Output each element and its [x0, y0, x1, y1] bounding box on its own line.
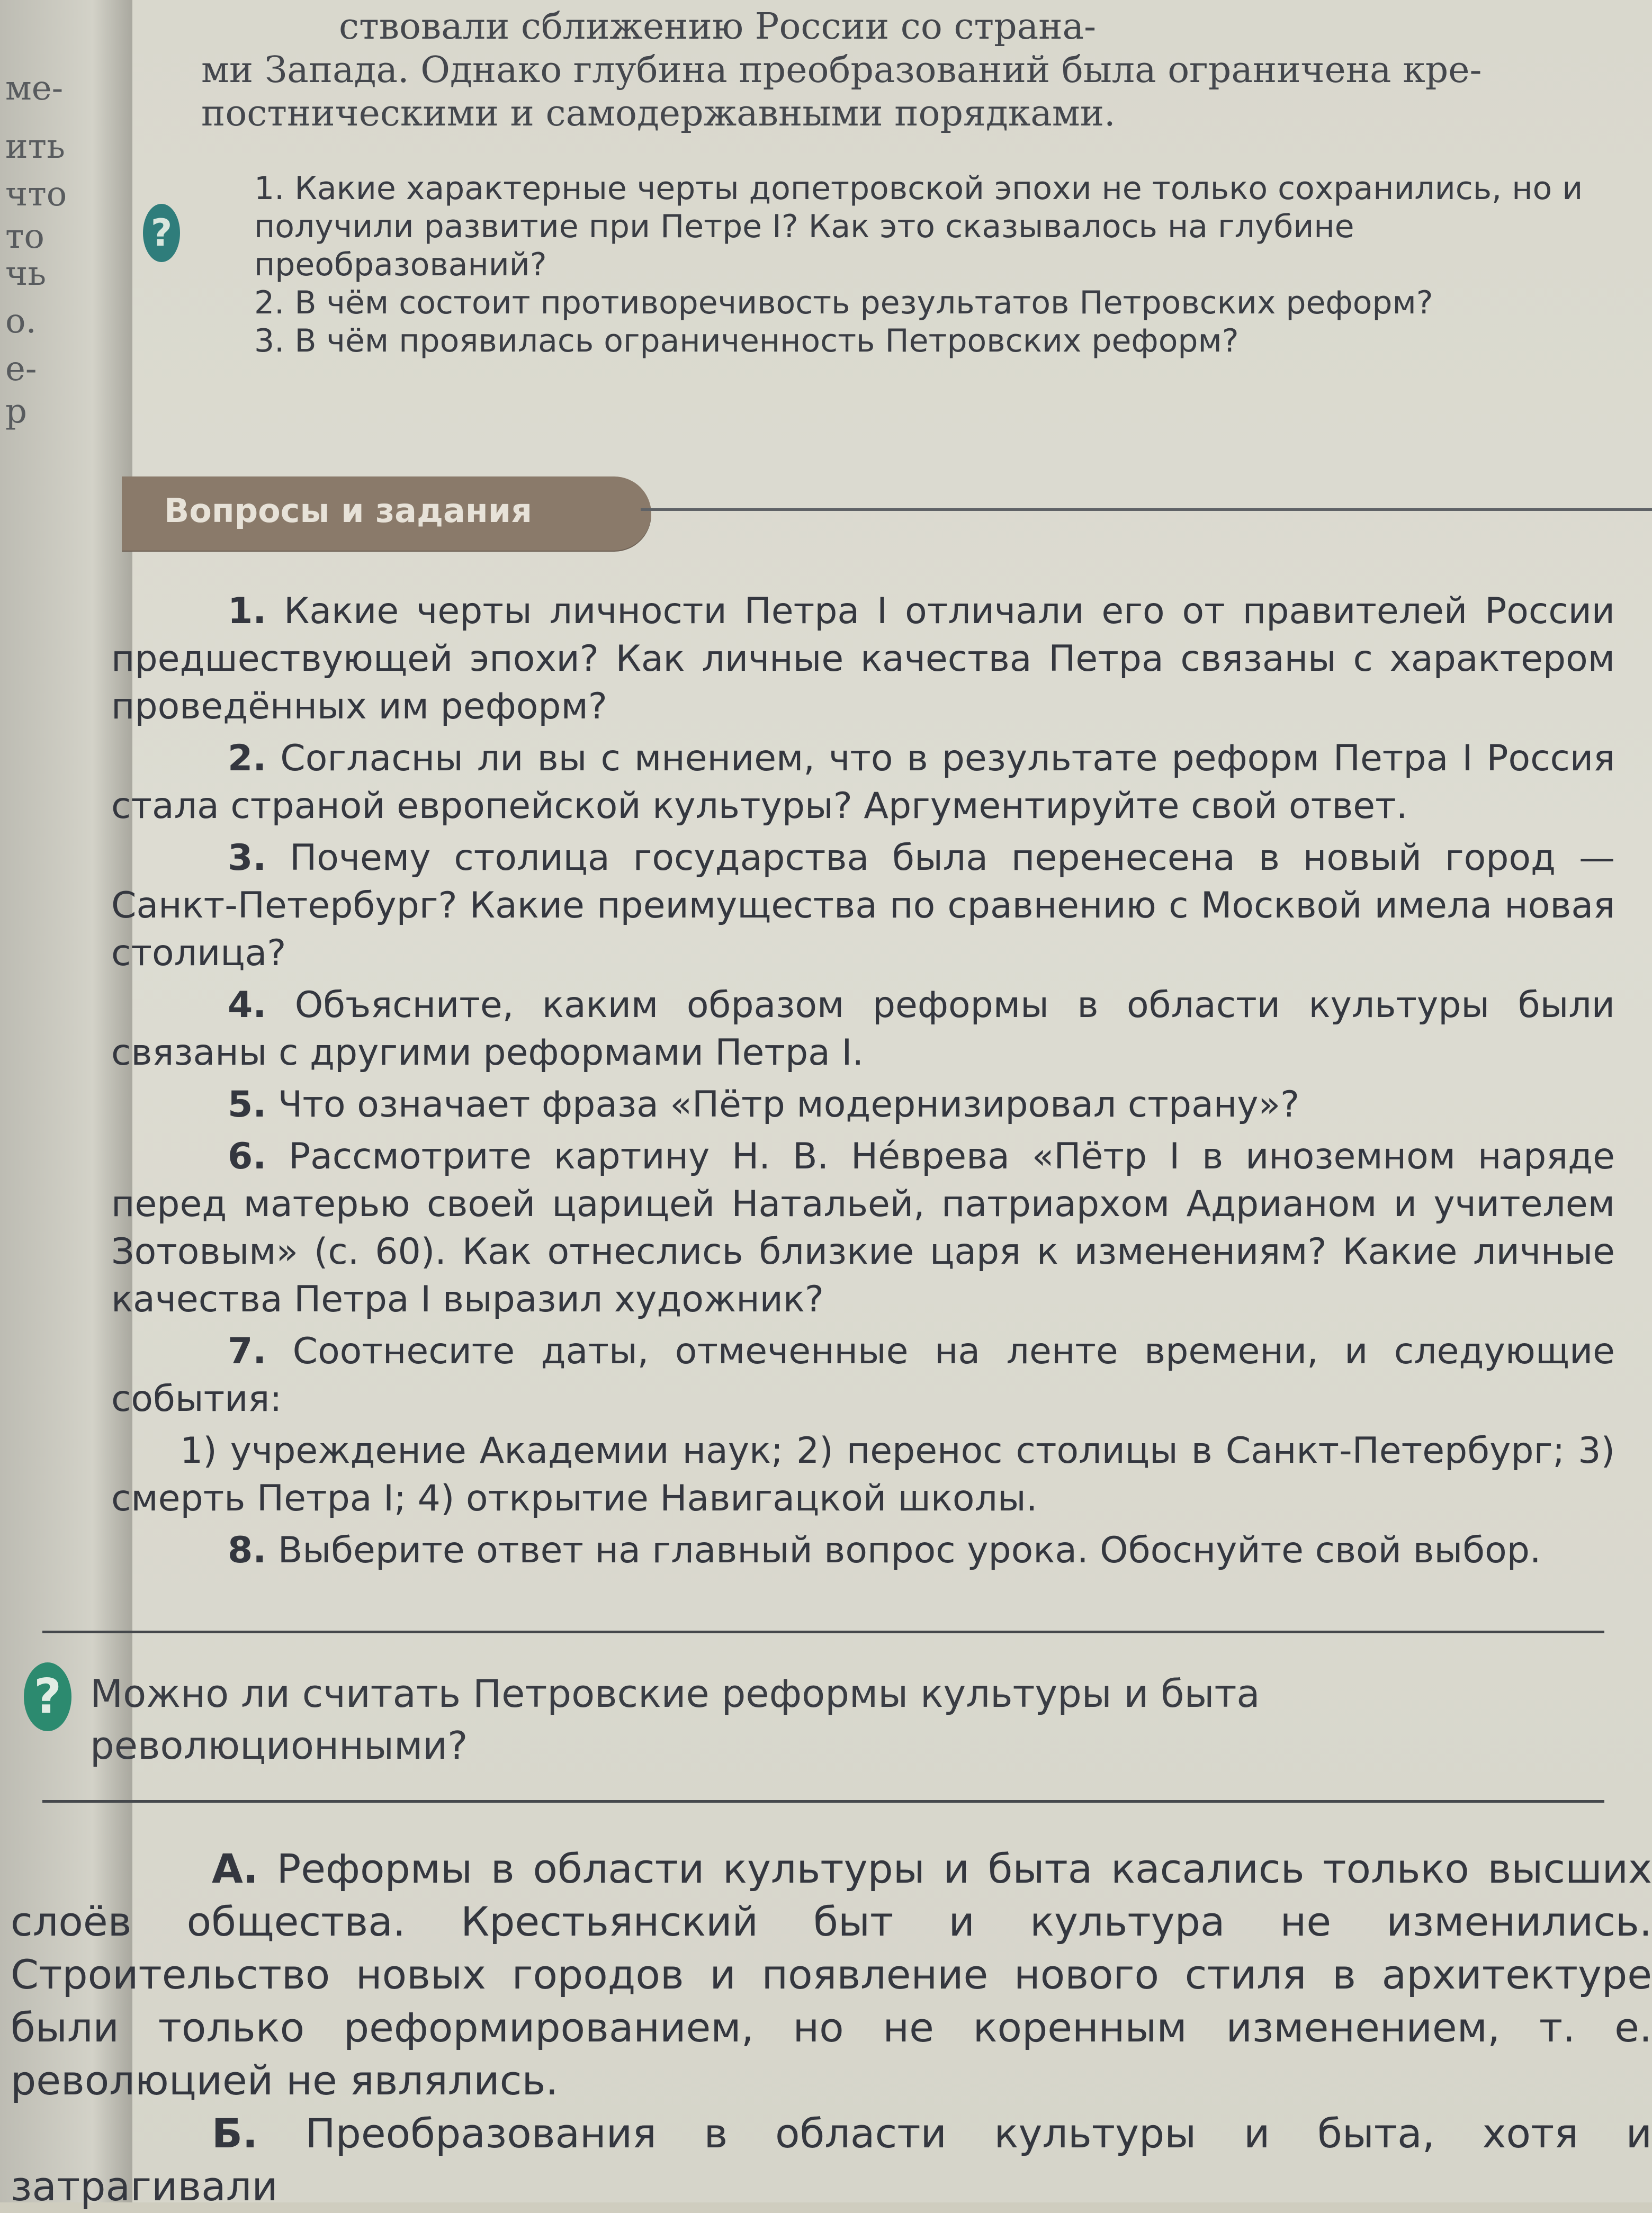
task-number: 7.: [228, 1330, 267, 1372]
left-page-fragment: что: [5, 175, 67, 214]
task-item: [111, 834, 1615, 977]
main-lesson-question: Можно ли считать Петровские реформы культуры и быта революционными?: [90, 1671, 1260, 1768]
task-text: Объясните, каким образом реформы в области культуры были связаны с другими реформами Петра I.: [111, 984, 1615, 1074]
task-item: [111, 735, 1615, 830]
task-text: Согласны ли вы с мнением, что в результате реформ Петра I Россия стала страной европейской культуры? Аргументируйте свой ответ.: [111, 737, 1615, 827]
top-paragraph: [201, 5, 1578, 136]
task-item: [111, 1133, 1615, 1324]
intro-question: 2. В чём состоит противоречивость результатов Петровских реформ?: [254, 284, 1433, 321]
task-number: 4.: [228, 984, 267, 1026]
intro-questions: [191, 169, 1594, 360]
task-number: 3.: [228, 837, 267, 879]
answer-options: [11, 1842, 1652, 2213]
answer-text: Преобразования в области культуры и быта, хотя и затрагивали: [11, 2110, 1652, 2210]
top-paragraph-line: ми Запада. Однако глубина преобразований была ограничена кре-: [201, 49, 1482, 91]
task-text: Что означает фраза «Пётр модернизировал страну»?: [266, 1084, 1300, 1126]
section-title: Вопросы и задания: [164, 491, 532, 530]
section-header: [132, 476, 1652, 551]
left-page-fragment: е-: [5, 349, 37, 389]
task-number: 6.: [228, 1136, 267, 1177]
task-number: 5.: [228, 1084, 267, 1126]
task-number: 8.: [228, 1530, 267, 1571]
section-tab: [122, 476, 651, 551]
task-item: [111, 1328, 1615, 1423]
left-page-fragment: о.: [5, 302, 37, 341]
top-paragraph-line: ствовали сближению России со страна-: [339, 6, 1097, 48]
left-page-fragment: чь: [5, 254, 47, 293]
left-page-fragment: ить: [5, 127, 65, 166]
intro-question: 1. Какие характерные черты допетровской эпохи не только сохранились, но и получили развитие при Петре I? Как это сказывалось на глубине преобразований?: [254, 170, 1583, 283]
task-text: Рассмотрите картину Н. В. Не́врева «Пётр I в иноземном наряде перед матерью своей царицей Натальей, патриархом Адрианом и учителем Зотовым» (с. 60). Как отнеслись близкие царя к изменениям? Какие личные качества Петра I выразил художник?: [111, 1136, 1615, 1320]
section-rule: [641, 508, 1652, 511]
divider-top: [42, 1631, 1604, 1633]
answer-letter: А.: [212, 1845, 258, 1892]
answer-letter: Б.: [212, 2110, 258, 2157]
task-item: [111, 1081, 1615, 1129]
left-page-fragment: ме-: [5, 69, 64, 108]
left-page-fragment: то: [5, 217, 44, 256]
task-text: Почему столица государства была перенесена в новый город — Санкт-Петербург? Какие преимущества по сравнению с Москвой имела новая столица?: [111, 837, 1615, 974]
task-item: [111, 588, 1615, 731]
task-text: 1) учреждение Академии наук; 2) перенос столицы в Санкт-Петербург; 3) смерть Петра I; 4) открытие Навигацкой школы.: [111, 1430, 1615, 1519]
intro-question: 3. В чём проявилась ограниченность Петровских реформ?: [254, 322, 1239, 359]
answer-option: [11, 2107, 1652, 2213]
task-text: Выберите ответ на главный вопрос урока. Обоснуйте свой выбор.: [266, 1530, 1541, 1571]
tasks-list: [111, 588, 1615, 1579]
divider-bottom: [42, 1800, 1604, 1803]
question-mark-icon: ?: [143, 204, 180, 262]
task-text: Соотнесите даты, отмеченные на ленте времени, и следующие события:: [111, 1330, 1615, 1420]
left-page-fragment: р: [5, 392, 27, 431]
answer-text: Реформы в области культуры и быта касались только высших слоёв общества. Крестьянский быт и культура не изменились. Строительство новых городов и появление нового стиля в архитектуре были только реформированием, но не коренным изменением, т. е. революцией не являлись.: [11, 1845, 1652, 2104]
task-subitem: [111, 1427, 1615, 1523]
task-text: Какие черты личности Петра I отличали его от правителей России предшествующей эпохи? Как личные качества Петра связаны с характером проведённых им реформ?: [111, 590, 1615, 727]
question-mark-icon: ?: [24, 1662, 71, 1731]
answer-option: [11, 1842, 1652, 2107]
task-item: [111, 1527, 1615, 1575]
task-number: 1.: [228, 590, 267, 632]
top-paragraph-line: постническими и самодержавными порядками.: [201, 93, 1116, 134]
task-number: 2.: [228, 737, 267, 779]
task-item: [111, 982, 1615, 1077]
